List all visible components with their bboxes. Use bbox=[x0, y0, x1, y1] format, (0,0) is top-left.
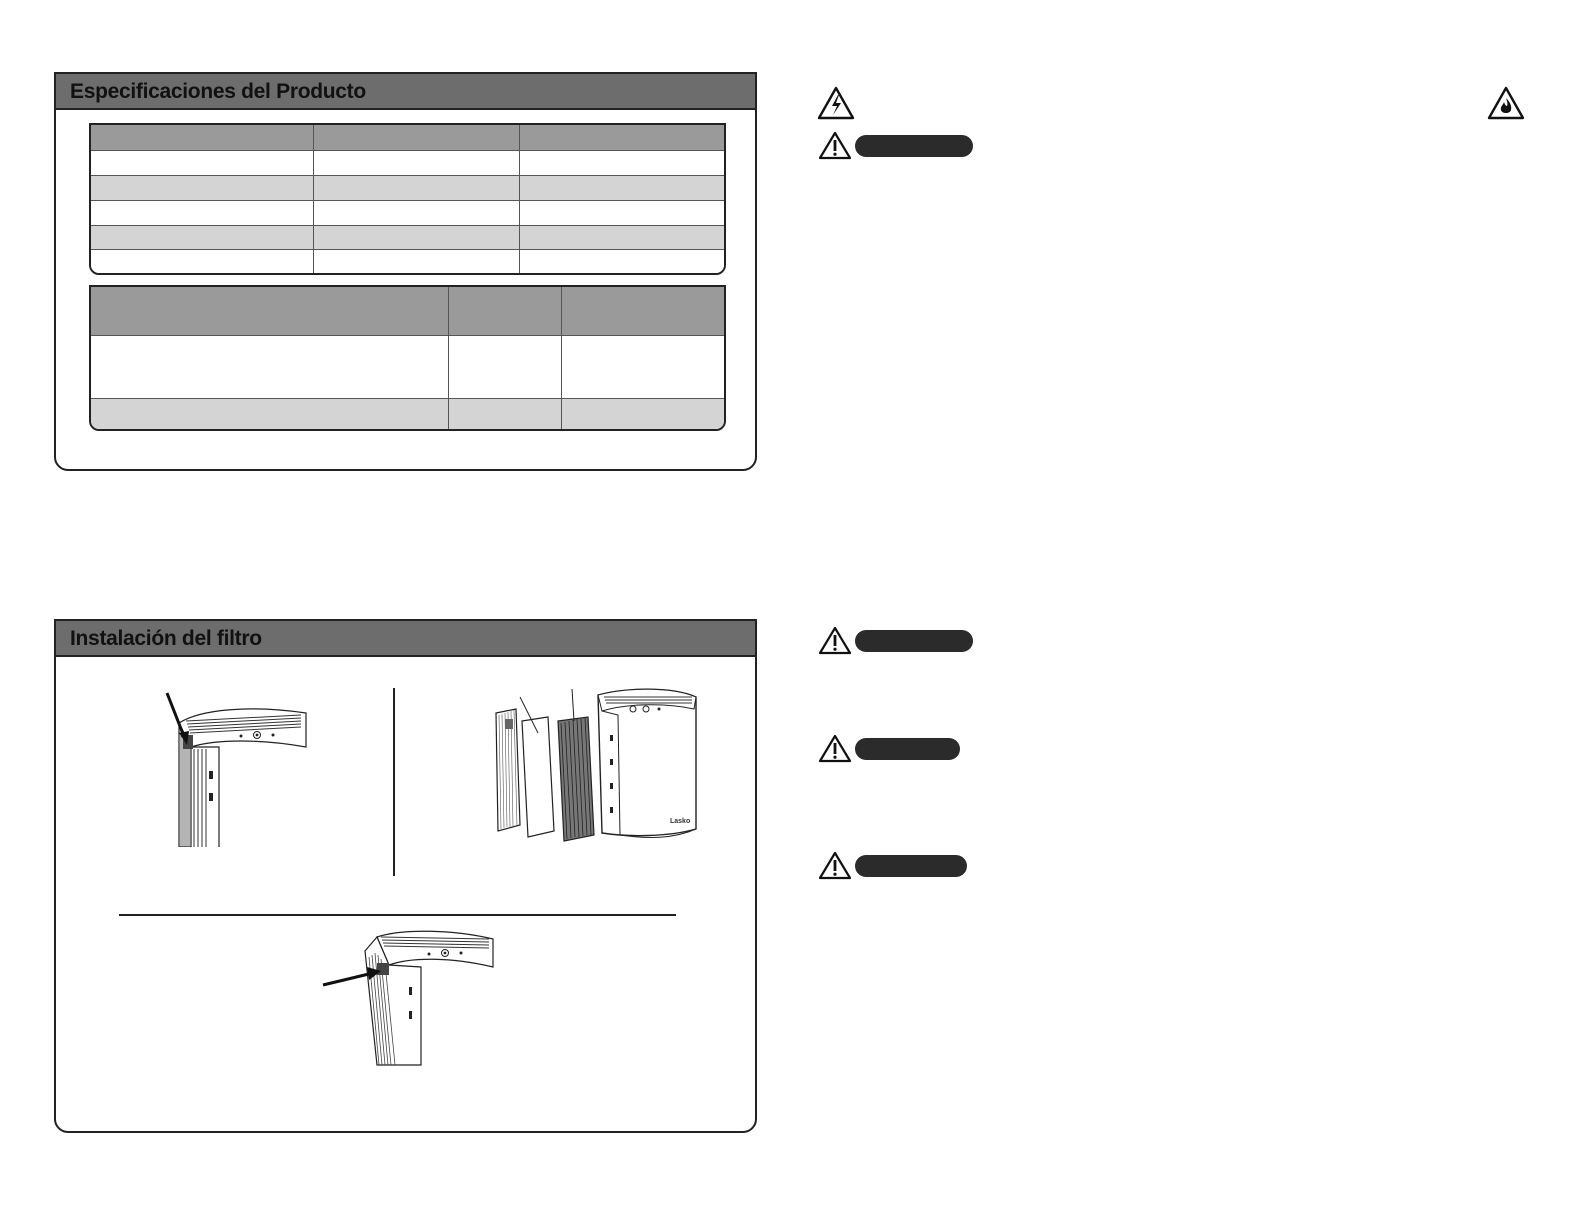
table-row bbox=[91, 200, 724, 225]
table-cell bbox=[91, 176, 313, 200]
table-cell bbox=[91, 250, 313, 273]
warning-triangle-icon bbox=[818, 626, 852, 655]
table-cell bbox=[91, 226, 313, 249]
table-cell bbox=[313, 151, 519, 175]
table-row bbox=[91, 150, 724, 175]
warning-badge-4 bbox=[818, 851, 967, 880]
specifications-panel bbox=[54, 72, 757, 471]
table-header-cell bbox=[91, 287, 448, 335]
step-3-illustration bbox=[321, 927, 501, 1067]
table-header-cell bbox=[448, 287, 561, 335]
warning-badge-2 bbox=[818, 626, 973, 655]
step-2-illustration bbox=[488, 685, 703, 855]
performance-table bbox=[89, 285, 726, 431]
filter-installation-title: Instalación del filtro bbox=[56, 621, 755, 657]
table-row bbox=[91, 398, 724, 429]
step-1-illustration bbox=[161, 687, 311, 847]
warning-label-badge bbox=[855, 135, 973, 157]
table-row bbox=[91, 225, 724, 249]
table-cell bbox=[91, 201, 313, 225]
warning-label-badge bbox=[855, 630, 973, 652]
table-cell bbox=[561, 336, 724, 398]
warning-triangle-icon bbox=[818, 131, 852, 160]
specifications-title: Especificaciones del Producto bbox=[56, 74, 755, 110]
table-cell bbox=[313, 201, 519, 225]
specifications-table bbox=[89, 123, 726, 275]
table-cell bbox=[91, 399, 448, 429]
table-row bbox=[91, 335, 724, 398]
table-cell bbox=[519, 250, 724, 273]
table-cell bbox=[519, 176, 724, 200]
table-header-cell bbox=[313, 125, 519, 150]
table-cell bbox=[313, 176, 519, 200]
warning-badge-1 bbox=[818, 131, 973, 160]
table-cell bbox=[448, 399, 561, 429]
table-cell bbox=[91, 151, 313, 175]
electric-shock-warning-icon bbox=[817, 86, 855, 120]
table-row bbox=[91, 175, 724, 200]
table-header-row bbox=[91, 287, 724, 335]
table-header-cell bbox=[519, 125, 724, 150]
table-row bbox=[91, 249, 724, 273]
table-header-cell bbox=[91, 125, 313, 150]
warning-triangle-icon bbox=[818, 734, 852, 763]
table-cell bbox=[519, 151, 724, 175]
table-cell bbox=[519, 226, 724, 249]
table-cell bbox=[561, 399, 724, 429]
table-cell bbox=[519, 201, 724, 225]
brand-label: Lasko bbox=[670, 818, 691, 825]
table-cell bbox=[91, 336, 448, 398]
filter-installation-panel bbox=[54, 619, 757, 1133]
warning-label-badge bbox=[855, 855, 967, 877]
fire-hazard-icon bbox=[1487, 86, 1525, 120]
table-cell bbox=[448, 336, 561, 398]
step-divider-horizontal bbox=[119, 914, 676, 916]
warning-label-badge bbox=[855, 738, 960, 760]
table-header-cell bbox=[561, 287, 724, 335]
table-cell bbox=[313, 250, 519, 273]
step-divider-vertical bbox=[393, 688, 395, 876]
warning-triangle-icon bbox=[818, 851, 852, 880]
warning-badge-3 bbox=[818, 734, 960, 763]
table-cell bbox=[313, 226, 519, 249]
table-header-row bbox=[91, 125, 724, 150]
